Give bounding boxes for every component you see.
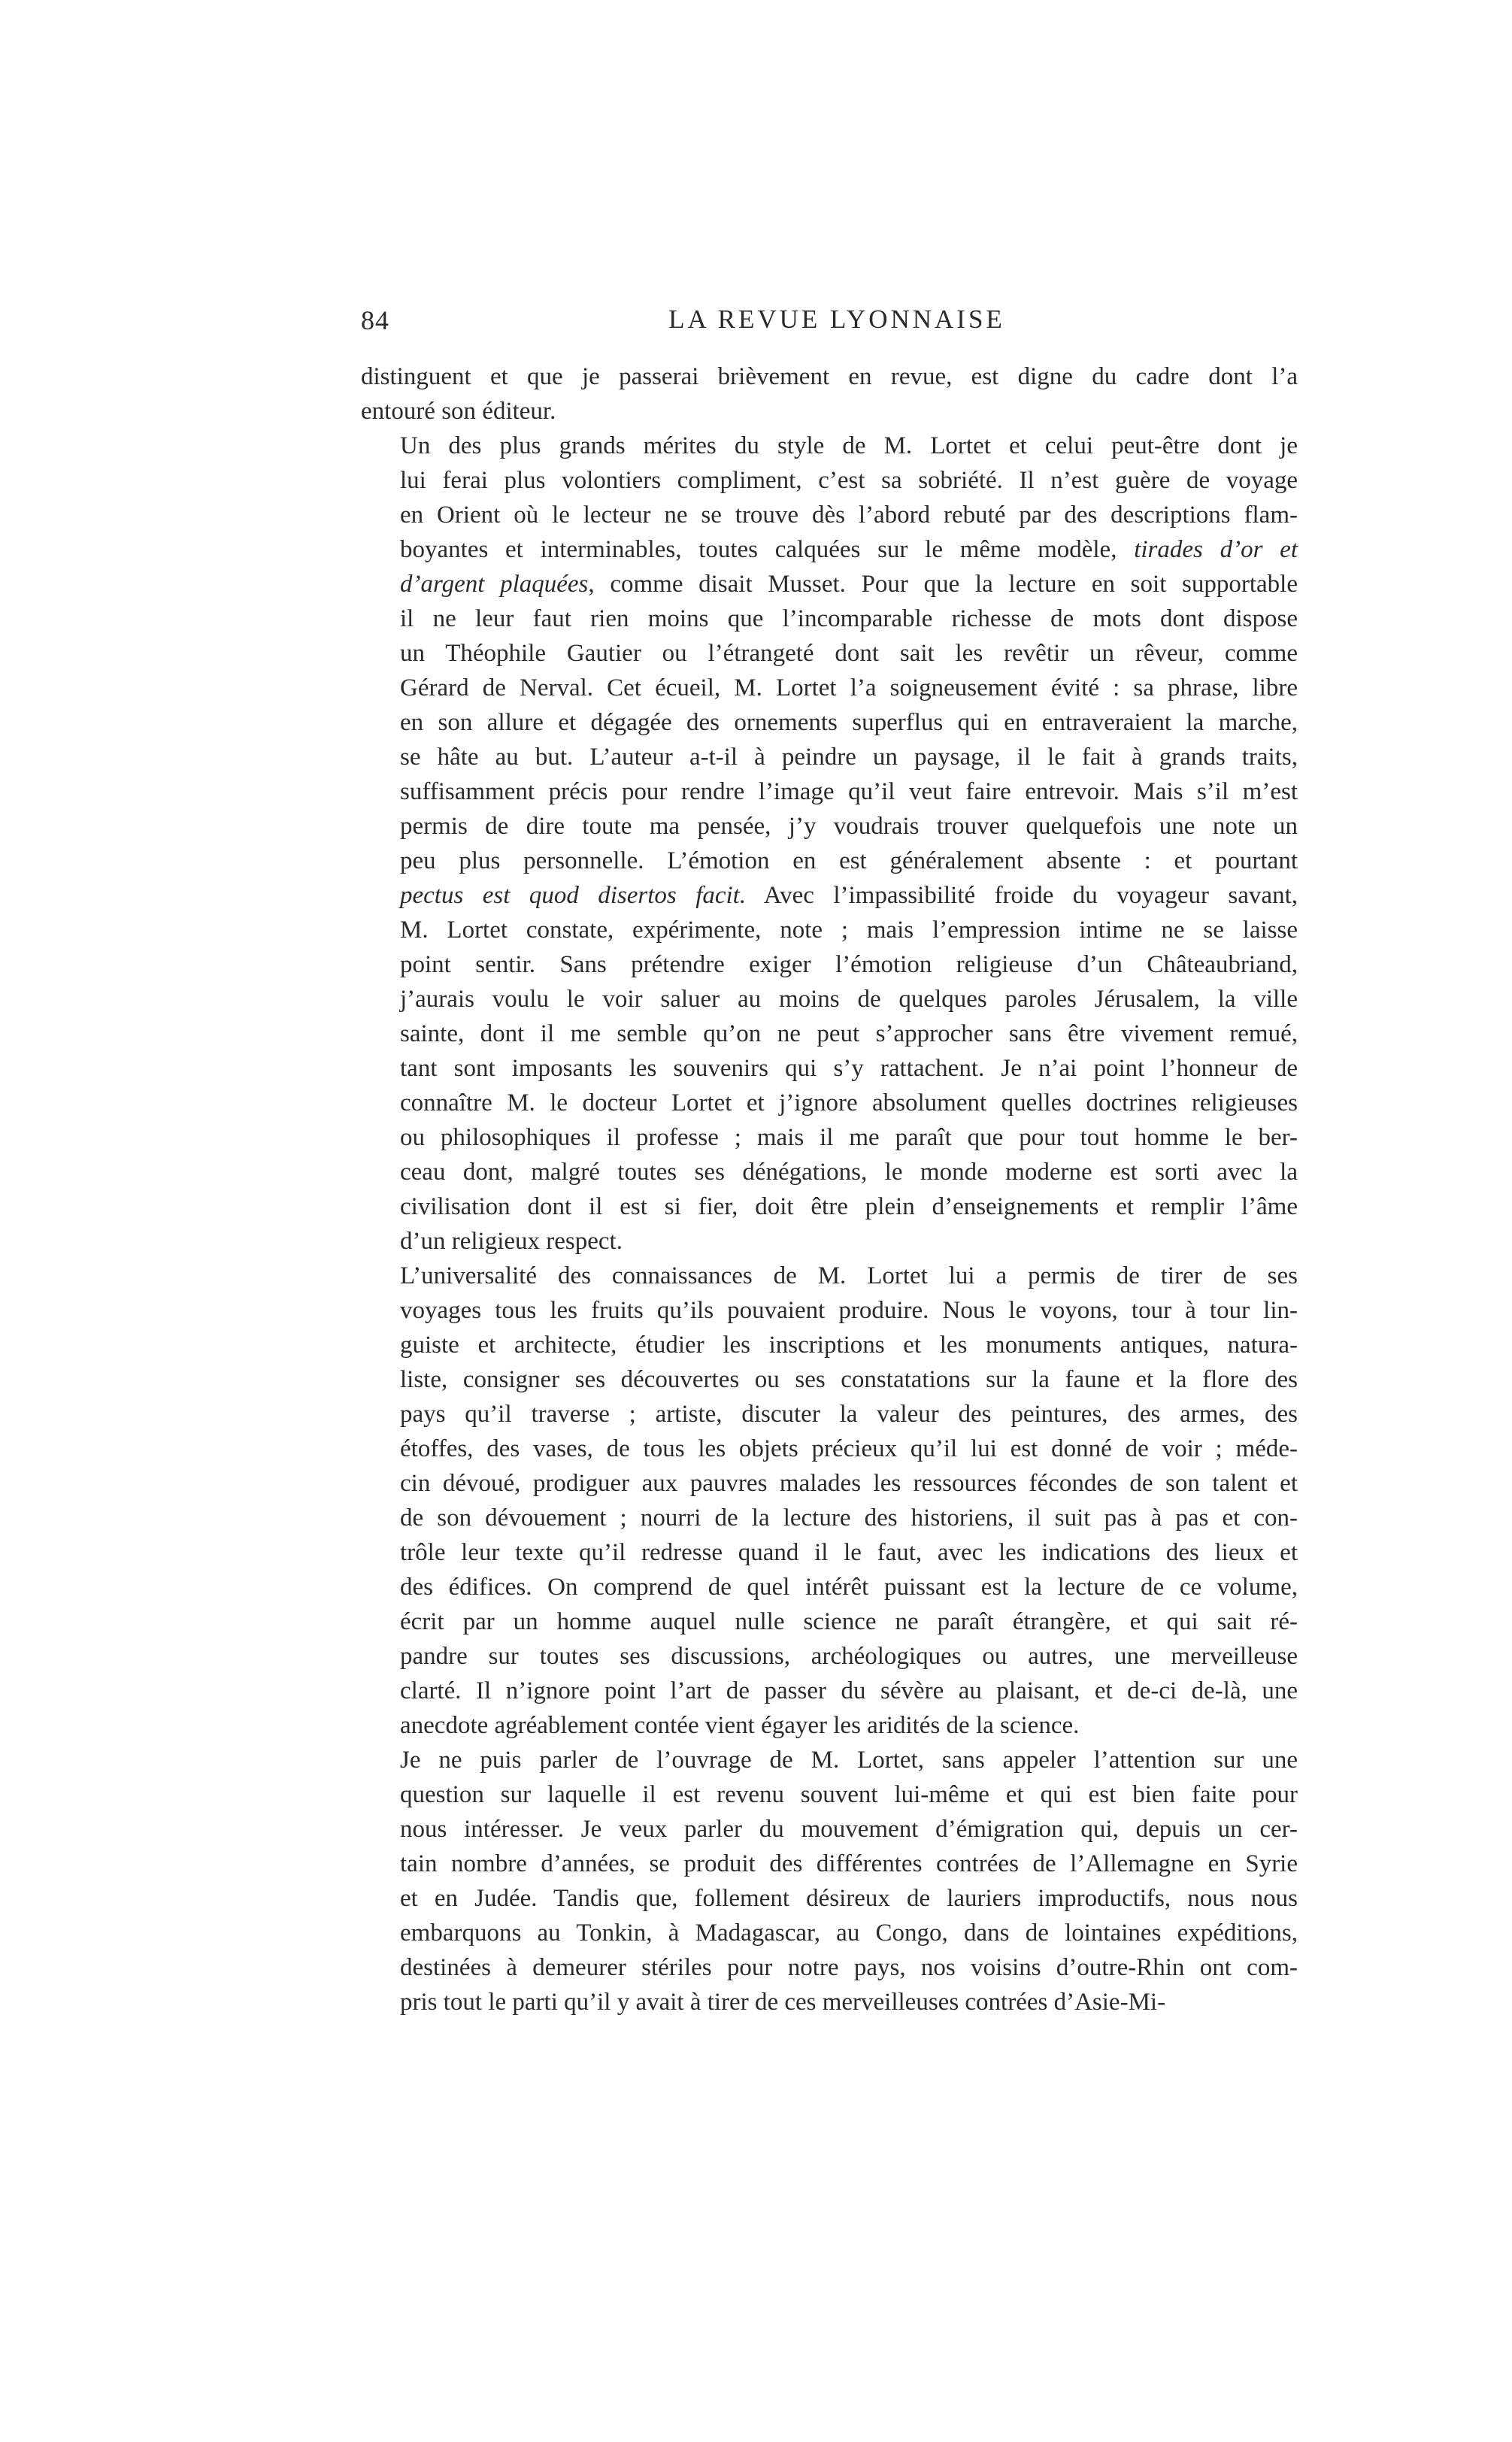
text-line: tain nombre d’années, se produit des différentes contrées de l’Allemagne en Syrie: [400, 1850, 1298, 1877]
text-line: Un des plus grands mérites du style de M. Lortet et celui peut-être dont je: [400, 432, 1298, 459]
text-line: suffisamment précis pour rendre l’image qu’il veut faire entrevoir. Mais s’il m’est: [400, 778, 1298, 805]
text-line: se hâte au but. L’auteur a-t-il à peindre un paysage, il le fait à grands traits,: [400, 744, 1298, 771]
text-line: en Orient où le lecteur ne se trouve dès l’abord rebuté par des descriptions flam-: [400, 501, 1298, 529]
text-line: tant sont imposants les souvenirs qui s’y rattachent. Je n’ai point l’honneur de: [400, 1055, 1298, 1082]
text-line: j’aurais voulu le voir saluer au moins de quelques paroles Jérusalem, la ville: [400, 986, 1298, 1013]
text-line: un Théophile Gautier ou l’étrangeté dont sait les revêtir un rêveur, comme: [400, 640, 1298, 667]
text-line: cin dévoué, prodiguer aux pauvres malades les ressources fécondes de son talent et: [400, 1470, 1298, 1497]
text-line: nous intéresser. Je veux parler du mouvement d’émigration qui, depuis un cer-: [400, 1816, 1298, 1843]
text-line: ou philosophiques il professe ; mais il me paraît que pour tout homme le ber-: [400, 1124, 1298, 1151]
text-line: distinguent et que je passerai brièvement en revue, est digne du cadre dont l’a: [361, 363, 1298, 390]
text-line: pectus est quod disertos facit. Avec l’impassibilité froide du voyageur savant,: [400, 882, 1298, 909]
text-line: des édifices. On comprend de quel intérêt puissant est la lecture de ce volume,: [400, 1574, 1298, 1601]
paragraph: [361, 359, 1298, 429]
italic-phrase: pectus est quod disertos facit.: [400, 882, 747, 909]
text-line: étoffes, des vases, de tous les objets précieux qu’il lui est donné de voir ; méde-: [400, 1435, 1298, 1462]
paragraph: [361, 429, 1298, 1259]
text-line: M. Lortet constate, expérimente, note ; mais l’empression intime ne se laisse: [400, 917, 1298, 944]
text-line: trôle leur texte qu’il redresse quand il le faut, avec les indications des lieux et: [400, 1539, 1298, 1566]
italic-phrase: d’argent plaquées: [400, 571, 589, 598]
text-line: permis de dire toute ma pensée, j’y voudrais trouver quelquefois une note un: [400, 813, 1298, 840]
paragraph: [361, 1259, 1298, 1743]
text-line: lui ferai plus volontiers compliment, c’est sa sobriété. Il n’est guère de voyage: [400, 467, 1298, 494]
paragraph: [361, 1743, 1298, 2019]
text-line: voyages tous les fruits qu’ils pouvaient produire. Nous le voyons, tour à tour lin-: [400, 1297, 1298, 1324]
text-line: peu plus personnelle. L’émotion en est généralement absente : et pourtant: [400, 847, 1298, 874]
text-line: il ne leur faut rien moins que l’incomparable richesse de mots dont dispose: [400, 605, 1298, 632]
text-line: civilisation dont il est si fier, doit être plein d’enseignements et remplir l’âme: [400, 1193, 1298, 1220]
text-line: et en Judée. Tandis que, follement désireux de lauriers improductifs, nous nous: [400, 1885, 1298, 1912]
page-header: [361, 304, 1298, 347]
text-line: embarquons au Tonkin, à Madagascar, au Congo, dans de lointaines expéditions,: [400, 1919, 1298, 1947]
text-line: ceau dont, malgré toutes ses dénégations, le monde moderne est sorti avec la: [400, 1159, 1298, 1186]
text-line: anecdote agréablement contée vient égayer les aridités de la science.: [400, 1712, 1080, 1739]
text-line: liste, consigner ses découvertes ou ses constatations sur la faune et la flore des: [400, 1366, 1298, 1393]
page-number: 84: [361, 305, 389, 335]
text-line: sainte, dont il me semble qu’on ne peut s’approcher sans être vivement remué,: [400, 1020, 1298, 1047]
italic-phrase: tirades d’or et: [1134, 536, 1298, 563]
text-line: Gérard de Nerval. Cet écueil, M. Lortet l’a soigneusement évité : sa phrase, libre: [400, 674, 1298, 701]
text-line: d’argent plaquées, comme disait Musset. Pour que la lecture en soit supportable: [400, 571, 1298, 598]
text-line: destinées à demeurer stériles pour notre pays, nos voisins d’outre-Rhin ont com-: [400, 1954, 1298, 1981]
text-line: connaître M. le docteur Lortet et j’ignore absolument quelles doctrines religieuses: [400, 1089, 1298, 1116]
text-line: de son dévouement ; nourri de la lecture des historiens, il suit pas à pas et con-: [400, 1504, 1298, 1532]
running-title: LA REVUE LYONNAISE: [668, 304, 1005, 334]
text-line: écrit par un homme auquel nulle science ne paraît étrangère, et qui sait ré-: [400, 1608, 1298, 1635]
text-line: pandre sur toutes ses discussions, archéologiques ou autres, une merveilleuse: [400, 1643, 1298, 1670]
text-line: Je ne puis parler de l’ouvrage de M. Lortet, sans appeler l’attention sur une: [400, 1747, 1298, 1774]
text-line: d’un religieux respect.: [400, 1228, 623, 1255]
text-line: clarté. Il n’ignore point l’art de passer du sévère au plaisant, et de-ci de-là, une: [400, 1677, 1298, 1704]
text-line: pris tout le parti qu’il y avait à tirer de ces merveilleuses contrées d’Asie-Mi-: [400, 1989, 1166, 2016]
body-text: [361, 359, 1298, 2019]
text-line: guiste et architecte, étudier les inscriptions et les monuments antiques, natura-: [400, 1332, 1298, 1359]
text-line: entouré son éditeur.: [361, 398, 556, 425]
text-line: boyantes et interminables, toutes calquées sur le même modèle, tirades d’or et: [400, 536, 1298, 563]
text-line: L’universalité des connaissances de M. Lortet lui a permis de tirer de ses: [400, 1262, 1298, 1289]
text-line: point sentir. Sans prétendre exiger l’émotion religieuse d’un Châteaubriand,: [400, 951, 1298, 978]
text-line: question sur laquelle il est revenu souvent lui-même et qui est bien faite pour: [400, 1781, 1298, 1808]
text-line: en son allure et dégagée des ornements superflus qui en entraveraient la marche,: [400, 709, 1298, 736]
text-line: pays qu’il traverse ; artiste, discuter la valeur des peintures, des armes, des: [400, 1401, 1298, 1428]
